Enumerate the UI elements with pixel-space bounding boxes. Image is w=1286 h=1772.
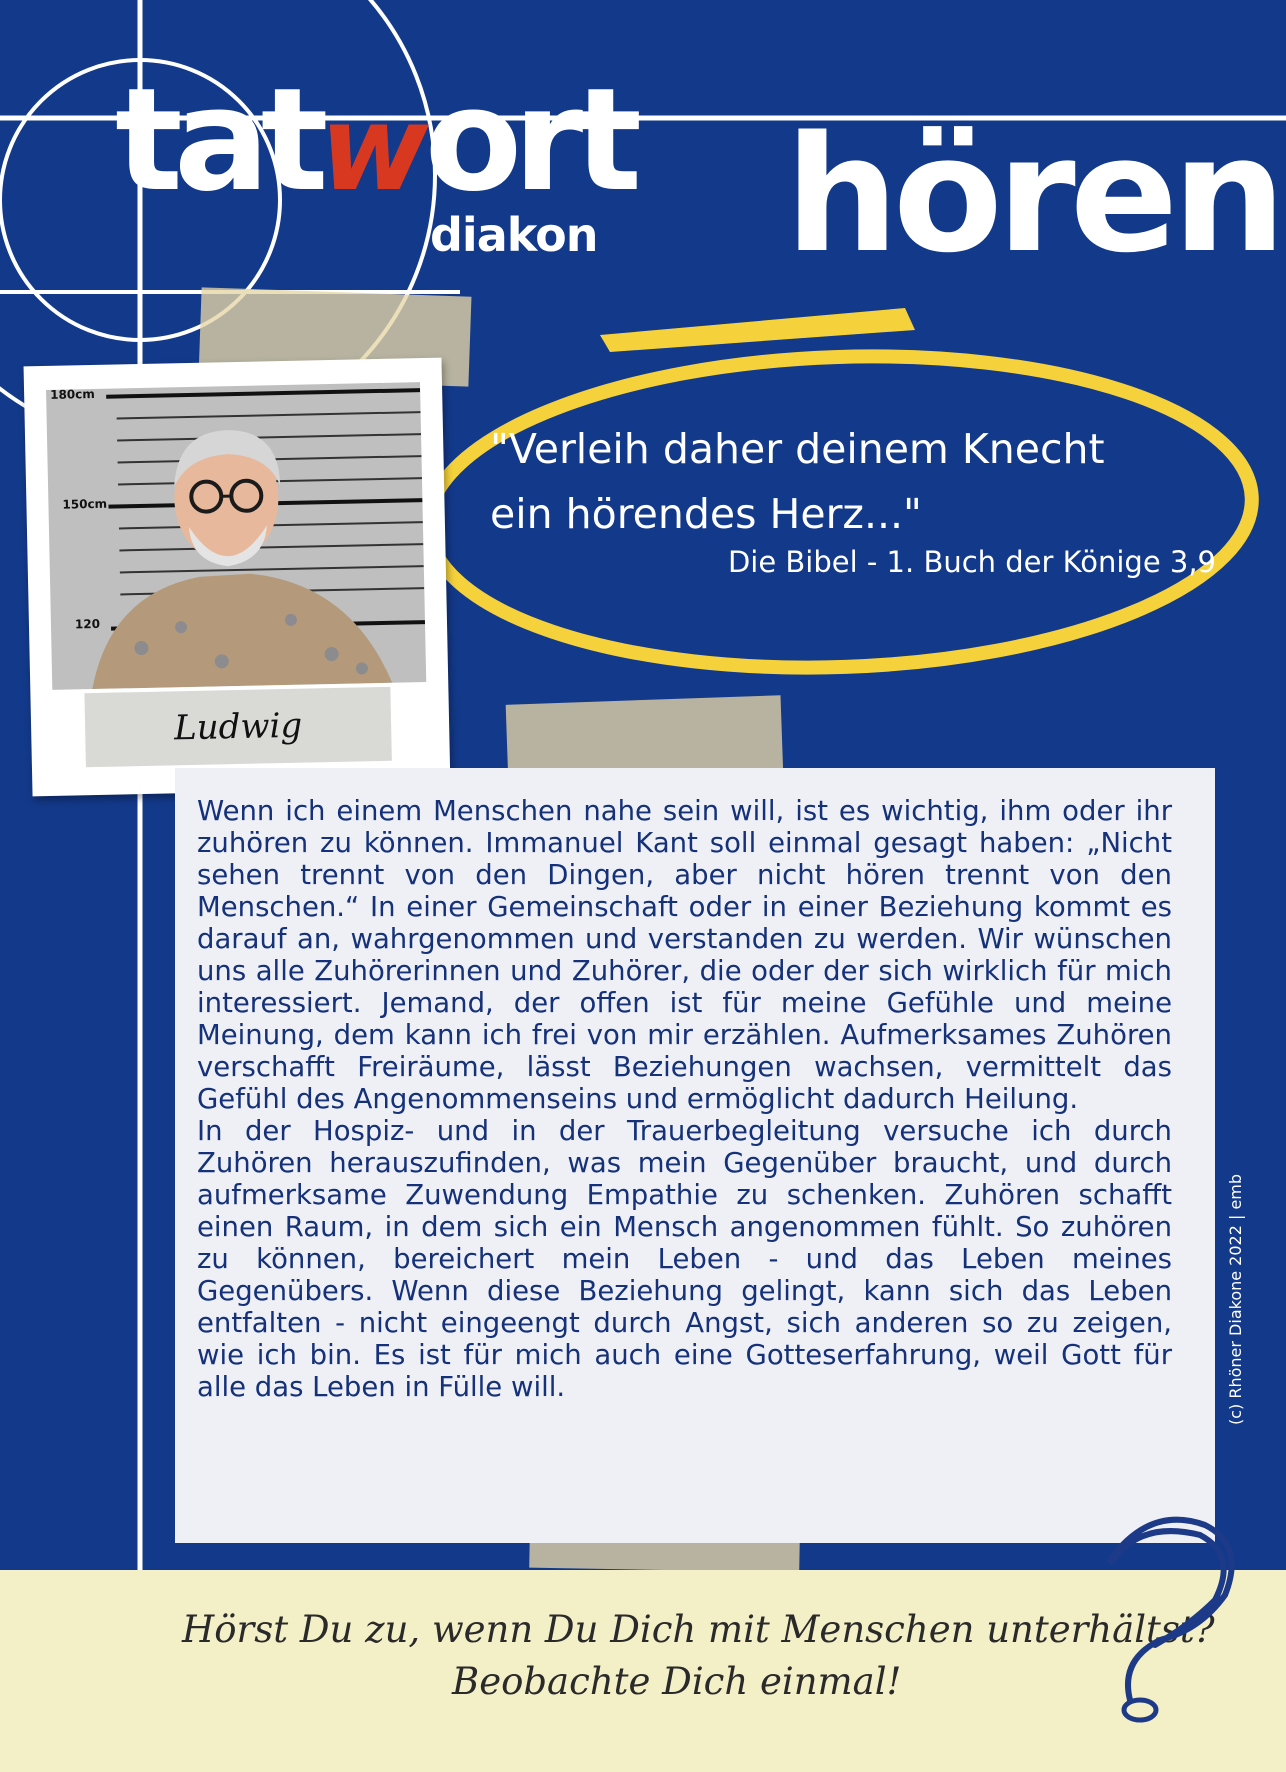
body-text [197,795,1172,1403]
quote-line-1: "Verleih daher deinem Knecht [490,425,1105,473]
logo-part-tat: tat [115,58,320,223]
footer-question: Hörst Du zu, wenn Du Dich mit Menschen unterhältst? [182,1608,1215,1651]
tatwort-logo [115,58,634,262]
quote-line-2: ein hörendes Herz..." [490,490,922,538]
body-paragraph-1: Wenn ich einem Menschen nahe sein will, ist es wichtig, ihm oder ihr zuhören zu können. Immanuel Kant soll einmal gesagt haben: „Nicht sehen trennt von den Dingen, aber nicht hören trennt von den Menschen.“ In einer Gemeinschaft oder in einer Beziehung kommt es darauf an, wahrgenommen und verstanden zu werden. Wir wünschen uns alle Zuhörerinnen und Zuhörer, die oder der sich wirklich für mich interessiert. Jemand, der offen ist für meine Gefühle und meine Meinung, dem kann ich frei von mir erzählen. Aufmerksames Zuhören verschafft Freiräume, lässt Beziehungen wachsen, vermittelt das Gefühl des Angenommenseins und ermöglicht dadurch Heilung. [197,795,1172,1115]
name-tag: Ludwig [84,687,391,767]
height-chart [46,382,426,690]
copyright-note: (c) Rhöner Diakone 2022 | emb [1226,1173,1245,1425]
logo-subtitle: diakon [430,208,598,262]
quote-source: Die Bibel - 1. Buch der Könige 3,9 [727,545,1216,579]
mugshot-polaroid [24,358,451,797]
page-title: hören [785,101,1281,288]
mugshot-photo [46,382,426,690]
logo-part-ort: ort [424,58,634,223]
footer-prompt: Beobachte Dich einmal! [452,1660,902,1703]
height-mark-150: 150cm [62,496,108,512]
logo-part-w: w [319,79,425,217]
height-mark-180: 180cm [49,386,95,402]
height-mark-120: 120 [74,616,101,632]
body-paragraph-2: In der Hospiz- und in der Trauerbegleitung versuche ich durch Zuhören herauszufinden, was mein Gegenüber braucht, und durch aufmerksame Zuwendung Empathie zu schenken. Zuhören schafft einen Raum, in dem sich ein Mensch angenommen fühlt. So zuhören zu können, bereichert mein Leben - und das Leben meines Gegenübers. Wenn diese Beziehung gelingt, kann sich das Leben entfalten - nicht eingeengt durch Angst, sich anderen so zu zeigen, wie ich bin. Es ist für mich auch eine Gotteserfahrung, weil Gott für alle das Leben in Fülle will. [197,1115,1172,1403]
